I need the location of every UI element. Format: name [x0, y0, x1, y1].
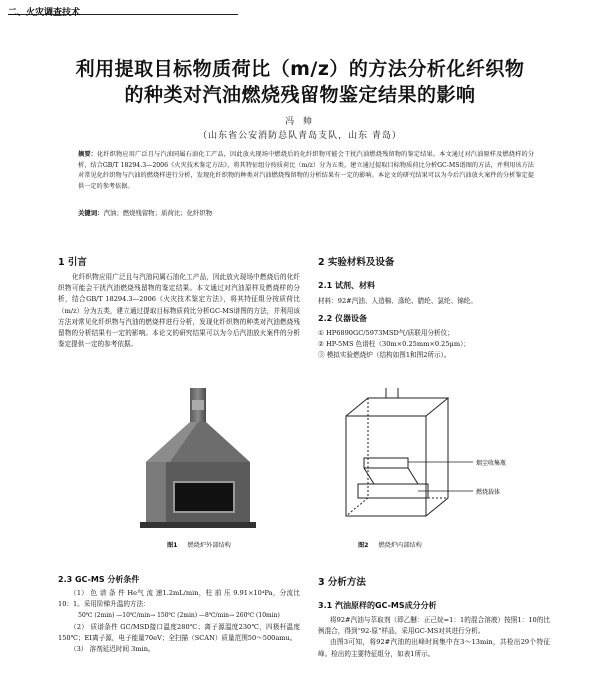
figure2-furnace-interior	[318, 388, 538, 530]
paper-title-line2: 的种类对汽油燃烧残留物鉴定结果的影响	[124, 84, 476, 106]
author: 冯 帅	[285, 117, 315, 127]
keywords-label: 关键词：	[78, 209, 104, 217]
abstract-label: 摘要：	[78, 151, 98, 158]
section2-heading: 2 实验材料及设备	[318, 257, 395, 268]
section31-text	[318, 615, 550, 660]
affiliation: （山东省公安消防总队青岛支队，山东 青岛）	[198, 131, 402, 141]
figure1-furnace-exterior	[130, 388, 270, 530]
instrument-item: ③ 模拟实验燃烧炉（结构如图1和图2所示）。	[318, 351, 451, 360]
condition-item: （1） 色 谱 条 件 He气 流 速1.2mL/min，柱 前 压 9.91×10⁴Pa，分流比10：1。采用阶梯升温的方法：	[58, 589, 300, 609]
chimney-window	[192, 400, 204, 410]
instrument-item: ① HP6890GC/5973MSD气/质联用分析仪；	[318, 329, 454, 337]
instrument-item: ② HP-5MS 色谱柱（30m×0.25mm×0.25μm）；	[318, 340, 470, 349]
figure2-text: 燃烧炉内部结构	[378, 542, 422, 549]
gcms-conditions	[58, 588, 300, 655]
section31-para: 将92#汽油与萃取剂（即乙醚：正己烷=1：1的混合溶液）按照1：10的比例混合，得到“92-原”样品，采用GC-MS对其进行分析。	[318, 616, 550, 636]
keywords-text: 汽油；燃烧残留物；质荷比；化纤织物	[103, 209, 213, 217]
section23-heading: 2.3 GC-MS 分析条件	[58, 575, 140, 584]
section31-heading: 3.1 汽油原样的GC-MS成分分析	[318, 601, 437, 610]
condition-program: 50℃ (2min) —10℃/min→ 150℃ (2min) —8℃/min→ 260℃ (10min)	[78, 612, 280, 620]
condition-item: （3） 溶剂延迟时间 3min。	[70, 645, 155, 654]
abstract	[78, 150, 534, 192]
section21-text: 材料：92#汽油、人造棉、涤纶、腈纶、氯纶、锦纶。	[318, 297, 477, 305]
condition-item: （2） 质谱条件 GC/MSD接口温度280℃；离子源温度230℃，四极杆温度150℃；EI离子源，电子能量70eV；全扫描（SCAN）质量范围50～500amu。	[58, 622, 300, 642]
abstract-text: 化纤织物应用广泛且与汽油同属石油化工产品，因此放火现场中燃烧后的化纤织物可能会干扰汽油燃烧残留物的鉴定结果。本文通过对汽油原样及燃烧样的分析，结合GB/T 18294.3—2006《火灾技术鉴定方法》，将其特征组分按质荷比（m/z）分为五类，建立通过提取目标物质荷比分析GC-MS谱图的方法，并利用该方法对常见化纤织物与汽油的燃烧样进行分析，发现化纤织物的种类对汽油燃烧残留物的分析结果有一定的影响。本论文的研究结果可以为今后汽油放火案件的分析鉴定提供一定的参考依据。	[78, 151, 535, 190]
figure2-number: 图2	[358, 542, 369, 549]
figure1-caption	[167, 540, 231, 549]
figure1-number: 图1	[167, 542, 178, 549]
furnace-box-outline	[346, 388, 448, 516]
figure1-text: 燃烧炉外部结构	[187, 542, 231, 549]
label-soot-bottle: 烟尘收集瓶	[476, 460, 507, 467]
keywords	[78, 208, 534, 217]
section21-heading: 2.1 试剂、材料	[318, 281, 375, 290]
running-header	[8, 0, 238, 18]
section1-heading: 1 引言	[58, 257, 87, 268]
furnace-door	[174, 482, 234, 512]
section1-text: 化纤织物应用广泛且与汽油同属石油化工产品，因此放火现场中燃烧后的化纤织物可能会干扰汽油燃烧残留物的鉴定结果。本文通过对汽油原样及燃烧样的分析，结合GB/T 18294.3—2006《火灾技术鉴定方法》，将其特征组分按质荷比（m/z）分为五类，建立通过提取目标物质荷比分析GC-MS谱图的方法，并利用该方法对常见化纤织物与汽油的燃烧样进行分析，发现化纤织物的种类对汽油燃烧残留物的分析结果有一定的影响。本论文的研究结果可以为今后汽油放火案件的分析鉴定提供一定的参考依据。	[58, 273, 300, 349]
section3-heading: 3 分析方法	[318, 577, 366, 588]
header-section: 二、火灾调查技术	[8, 8, 81, 18]
instrument-list	[318, 328, 548, 362]
paper-title-line1: 利用提取目标物质荷比（m/z）的方法分析化纤织物	[75, 58, 525, 80]
figure2-caption	[358, 540, 422, 549]
section22-heading: 2.2 仪器设备	[318, 314, 367, 323]
section31-para: 由图3可知，将92#汽油的出峰时间集中在3～13min，共检出29个特征峰。检出的主要特征组分，如表1所示。	[318, 638, 550, 658]
label-carrier: 燃烧载体	[476, 489, 501, 496]
